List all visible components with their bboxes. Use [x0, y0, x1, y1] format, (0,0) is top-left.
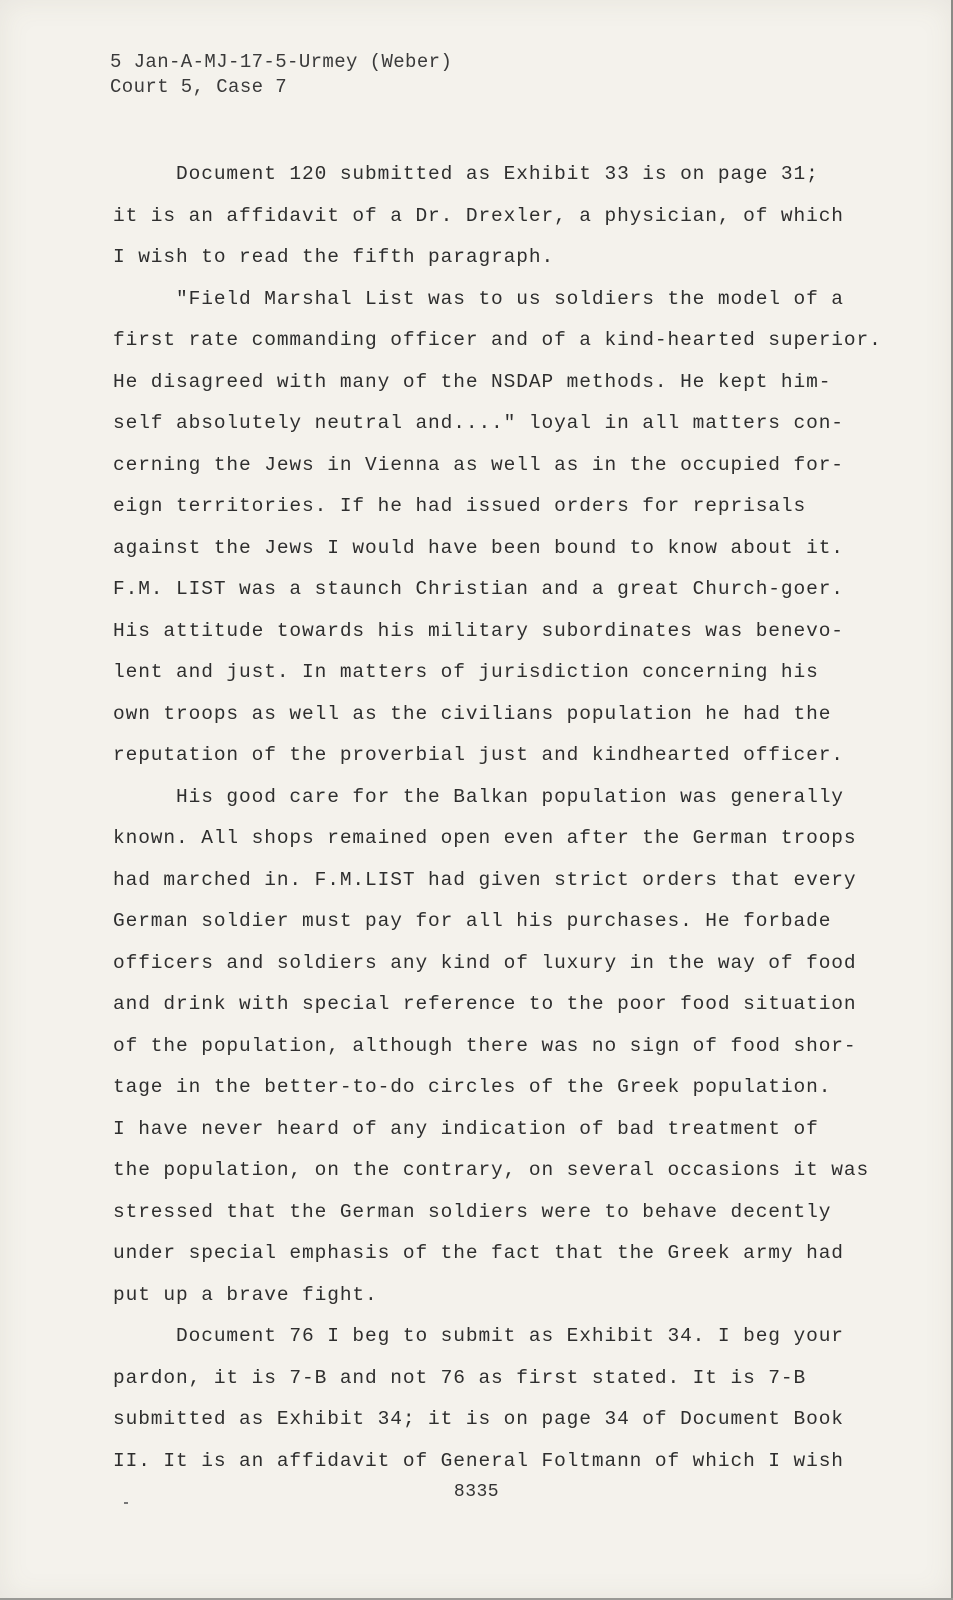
text-line: known. All shops remained open even after the German troops	[113, 827, 857, 849]
text-line: His good care for the Balkan population was generally	[113, 785, 844, 808]
text-line: self absolutely neutral and...." loyal in all matters con-	[113, 412, 844, 434]
stray-mark	[124, 1502, 128, 1504]
text-line: tage in the better-to-do circles of the Greek population.	[113, 1076, 832, 1098]
text-line: His attitude towards his military subordinates was benevo-	[113, 619, 844, 642]
text-line: cerning the Jews in Vienna as well as in the occupied for-	[113, 453, 844, 476]
text-line: He disagreed with many of the NSDAP methods. He kept him-	[113, 370, 832, 393]
text-line: stressed that the German soldiers were to behave decently	[113, 1200, 832, 1223]
text-line: and drink with special reference to the poor food situation	[113, 993, 857, 1015]
header-reference: 5 Jan-A-MJ-17-5-Urmey (Weber)	[110, 51, 453, 73]
text-line: I wish to read the fifth paragraph.	[113, 246, 555, 268]
text-line: II. It is an affidavit of General Foltmann of which I wish	[113, 1449, 844, 1472]
document-header	[110, 50, 452, 100]
text-line: Document 120 submitted as Exhibit 33 is on page 31;	[113, 163, 819, 185]
text-line: reputation of the proverbial just and kindhearted officer.	[113, 744, 844, 766]
text-line: submitted as Exhibit 34; it is on page 34 of Document Book	[113, 1408, 844, 1430]
text-line: I have never heard of any indication of bad treatment of	[113, 1117, 819, 1140]
header-court-case: Court 5, Case 7	[110, 76, 288, 98]
text-line: under special emphasis of the fact that the Greek army had	[113, 1242, 844, 1264]
text-line: officers and soldiers any kind of luxury in the way of food	[113, 951, 857, 974]
text-line: it is an affidavit of a Dr. Drexler, a physician, of which	[113, 204, 844, 227]
text-line: lent and just. In matters of jurisdiction concerning his	[113, 661, 819, 683]
text-line: had marched in. F.M.LIST had given strict orders that every	[113, 868, 857, 891]
text-line: F.M. LIST was a staunch Christian and a great Church-goer.	[113, 578, 844, 600]
text-line: Document 76 I beg to submit as Exhibit 34. I beg your	[113, 1325, 844, 1347]
text-line: German soldier must pay for all his purchases. He forbade	[113, 910, 832, 932]
text-line: against the Jews I would have been bound to know about it.	[113, 536, 844, 559]
text-line: of the population, although there was no sign of food shor-	[113, 1034, 857, 1057]
document-body	[113, 154, 882, 1482]
text-line: "Field Marshal List was to us soldiers the model of a	[113, 287, 844, 310]
text-line: pardon, it is 7-B and not 76 as first stated. It is 7-B	[113, 1366, 807, 1389]
text-line: first rate commanding officer and of a kind-hearted superior.	[113, 329, 882, 351]
text-line: put up a brave fight.	[113, 1283, 378, 1306]
text-line: the population, on the contrary, on several occasions it was	[113, 1159, 870, 1181]
text-line: own troops as well as the civilians population he had the	[113, 702, 832, 725]
text-line: eign territories. If he had issued orders for reprisals	[113, 495, 807, 517]
page-number: 8335	[453, 1482, 500, 1502]
